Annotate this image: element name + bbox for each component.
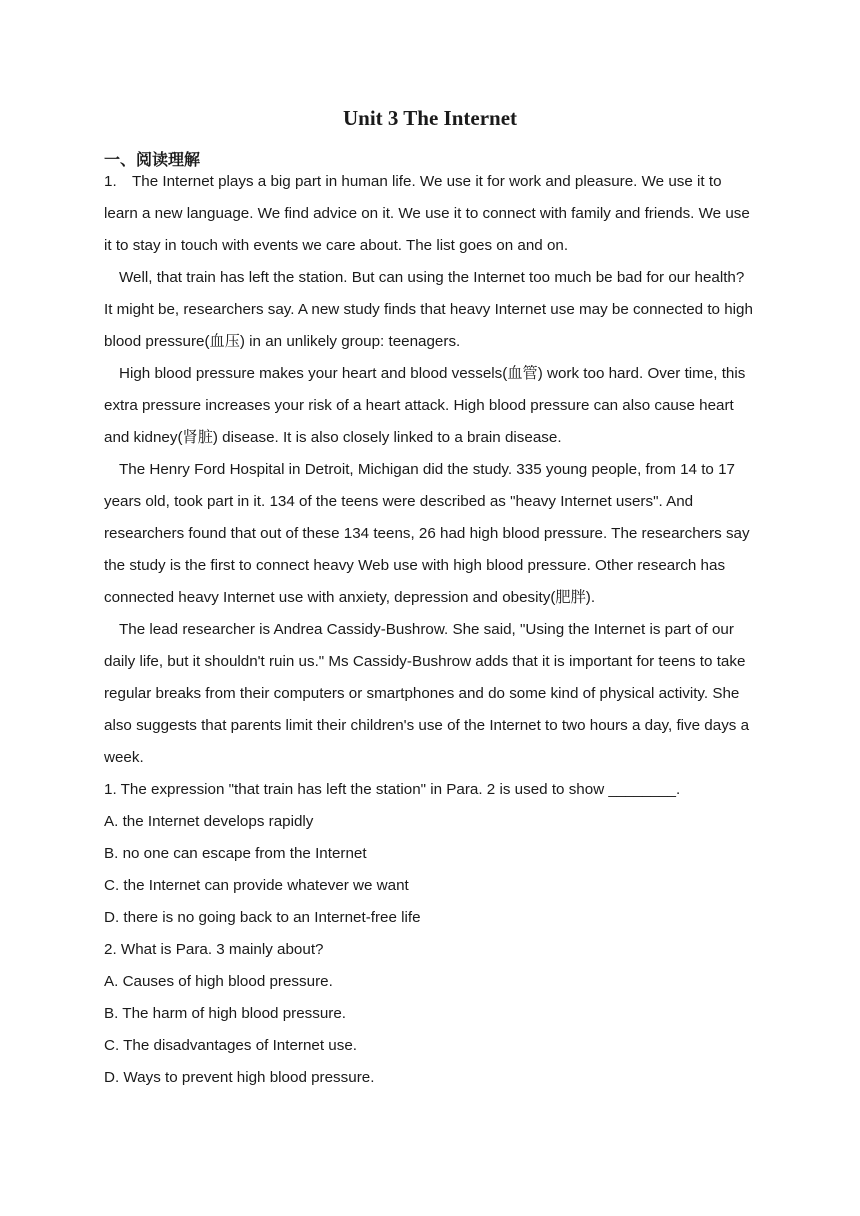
passage-paragraph-1 — [104, 166, 756, 262]
passage-paragraph-2: Well, that train has left the station. But can using the Internet too much be bad for our health? It might be, researchers say. A new study finds that heavy Internet use may be connected to high blood pressure(血压) in an unlikely group: teenagers. — [104, 269, 753, 350]
passage-number: 1. — [104, 173, 117, 190]
page-title: Unit 3 The Internet — [342, 106, 518, 130]
answer-option: C. the Internet can provide whatever we want — [104, 877, 409, 894]
question-stem: 2. What is Para. 3 mainly about? — [104, 941, 324, 958]
answer-option: D. there is no going back to an Internet-free life — [104, 909, 421, 926]
answer-option: C. The disadvantages of Internet use. — [104, 1037, 358, 1054]
answer-option: A. Causes of high blood pressure. — [104, 973, 333, 990]
passage-paragraph-3: High blood pressure makes your heart and blood vessels(血管) work too hard. Over time, this extra pressure increases your risk of a heart attack. High blood pressure can also cause heart and kidney(肾脏) disease. It is also closely linked to a brain disease. — [104, 365, 746, 446]
passage-paragraph-5: The lead researcher is Andrea Cassidy-Bushrow. She said, "Using the Internet is part of our daily life, but it shouldn't ruin us." Ms Cassidy-Bushrow adds that it is important for teens to take regular breaks from their computers or smartphones and do some kind of physical activity. She also suggests that parents limit their children's use of the Internet to two hours a day, five days a week. — [104, 621, 750, 766]
question-stem: 1. The expression "that train has left the station" in Para. 2 is used to show ________. — [104, 781, 681, 798]
passage-paragraph-4: The Henry Ford Hospital in Detroit, Michigan did the study. 335 young people, from 14 to 17 years old, took part in it. 134 of the teens were described as "heavy Internet users". And researchers found that out of these 134 teens, 26 had high blood pressure. The researchers say the study is the first to connect heavy Web use with high blood pressure. Other research has connected heavy Internet use with anxiety, depression and obesity(肥胖). — [104, 461, 750, 606]
answer-option: B. no one can escape from the Internet — [104, 845, 367, 862]
section-heading: 一、阅读理解 — [104, 150, 201, 169]
answer-option: D. Ways to prevent high blood pressure. — [104, 1069, 375, 1086]
paragraph-text: The Internet plays a big part in human life. We use it for work and pleasure. We use it to learn a new language. We find advice on it. We use it to connect with family and friends. We use it to stay in touch with events we care about. The list goes on and on. — [104, 173, 750, 254]
answer-option: B. The harm of high blood pressure. — [104, 1005, 347, 1022]
reading-passage — [104, 166, 756, 1094]
answer-option: A. the Internet develops rapidly — [104, 813, 314, 830]
